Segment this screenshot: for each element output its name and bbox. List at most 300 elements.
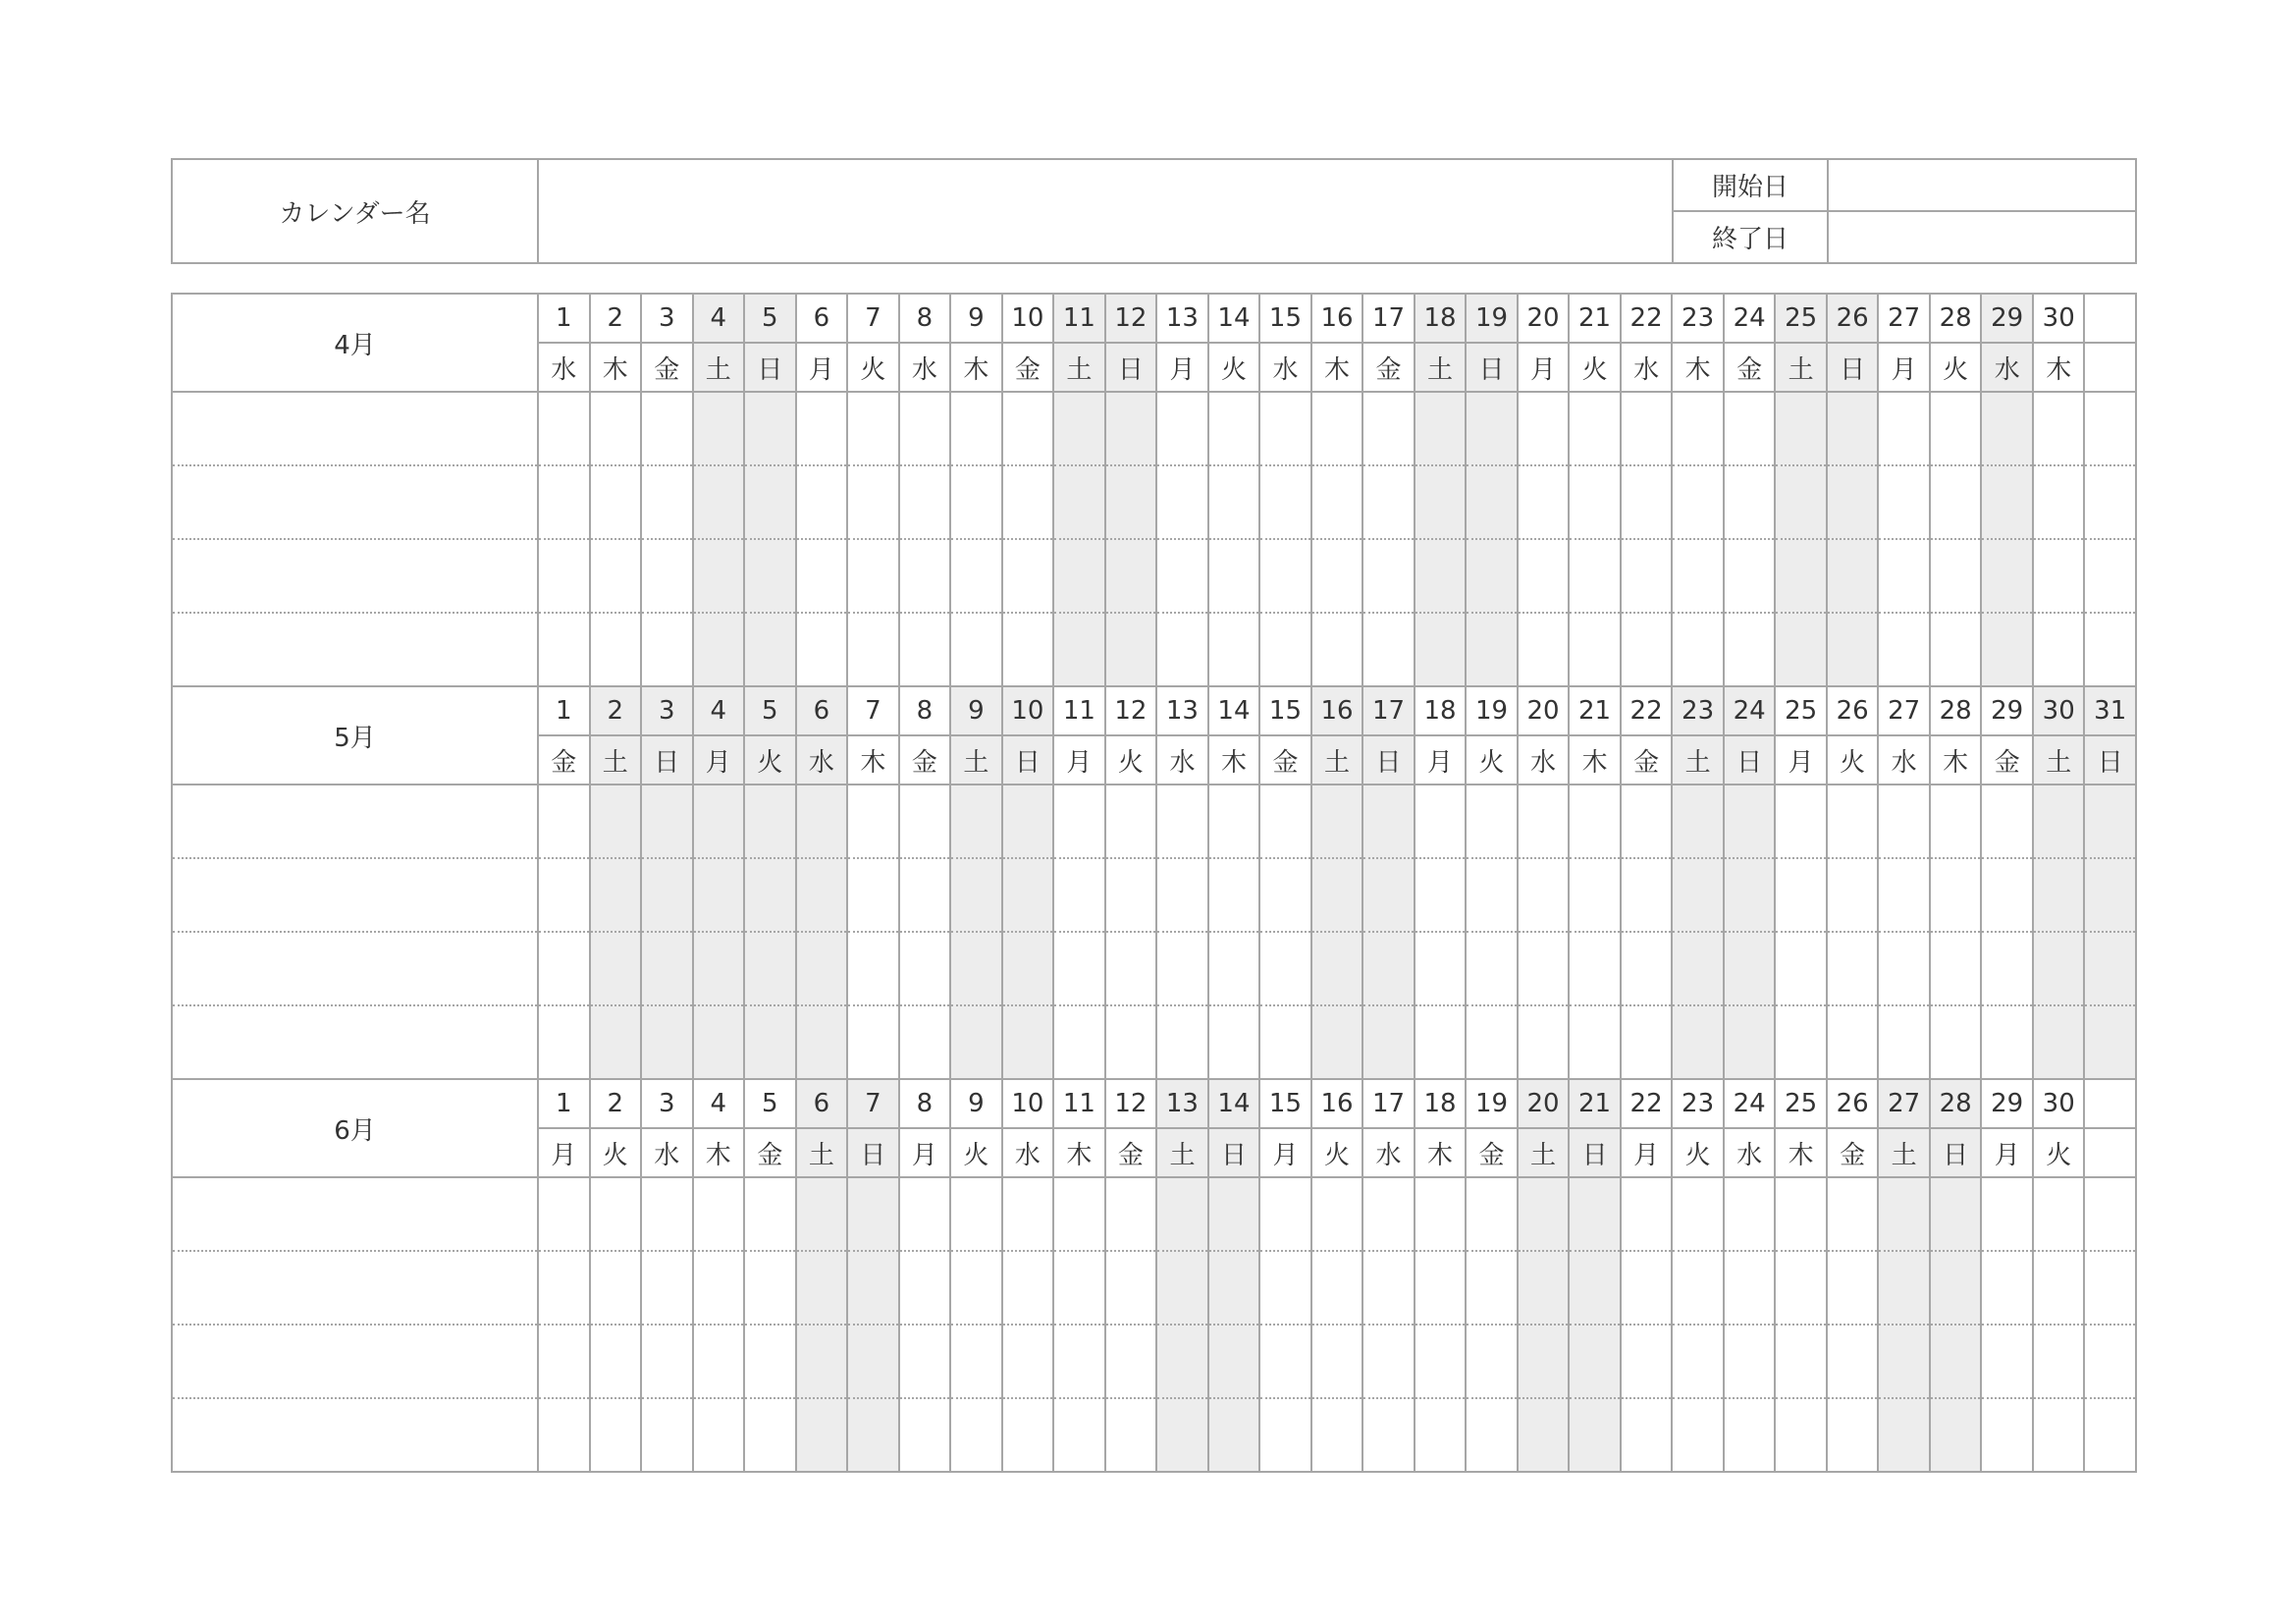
schedule-cell[interactable]: [1518, 613, 1570, 686]
schedule-cell[interactable]: [744, 858, 796, 932]
schedule-cell[interactable]: [1259, 1325, 1311, 1398]
schedule-cell[interactable]: [744, 392, 796, 465]
schedule-cell[interactable]: [1362, 1005, 1415, 1079]
schedule-cell[interactable]: [1415, 1398, 1467, 1472]
schedule-cell[interactable]: [538, 1398, 590, 1472]
schedule-cell[interactable]: [1775, 858, 1827, 932]
schedule-cell[interactable]: [1415, 785, 1467, 858]
schedule-cell[interactable]: [590, 858, 642, 932]
schedule-cell[interactable]: [693, 1251, 745, 1325]
schedule-cell[interactable]: [1672, 392, 1724, 465]
schedule-cell[interactable]: [1311, 1398, 1363, 1472]
schedule-cell[interactable]: [1672, 1398, 1724, 1472]
schedule-cell[interactable]: [796, 613, 848, 686]
schedule-cell[interactable]: [693, 392, 745, 465]
schedule-cell[interactable]: [538, 932, 590, 1005]
schedule-cell[interactable]: [693, 1005, 745, 1079]
schedule-cell[interactable]: [847, 1251, 899, 1325]
schedule-cell[interactable]: [1415, 1325, 1467, 1398]
schedule-cell[interactable]: [1156, 1251, 1208, 1325]
schedule-cell[interactable]: [2033, 1177, 2085, 1251]
schedule-cell[interactable]: [1827, 613, 1879, 686]
schedule-cell[interactable]: [1053, 539, 1105, 613]
schedule-cell[interactable]: [899, 1005, 951, 1079]
schedule-cell[interactable]: [1724, 785, 1776, 858]
schedule-cell[interactable]: [1362, 858, 1415, 932]
schedule-cell[interactable]: [1311, 785, 1363, 858]
task-label-field[interactable]: [172, 539, 538, 613]
schedule-cell[interactable]: [1311, 1325, 1363, 1398]
schedule-cell[interactable]: [2033, 1005, 2085, 1079]
schedule-cell[interactable]: [1311, 1177, 1363, 1251]
schedule-cell[interactable]: [1311, 613, 1363, 686]
schedule-cell[interactable]: [796, 1005, 848, 1079]
schedule-cell[interactable]: [1259, 539, 1311, 613]
schedule-cell[interactable]: [641, 613, 693, 686]
schedule-cell[interactable]: [2033, 1251, 2085, 1325]
schedule-cell[interactable]: [899, 932, 951, 1005]
schedule-cell[interactable]: [1827, 932, 1879, 1005]
schedule-cell[interactable]: [1466, 932, 1518, 1005]
schedule-cell[interactable]: [1208, 465, 1260, 539]
schedule-cell[interactable]: [796, 1325, 848, 1398]
schedule-cell[interactable]: [1466, 465, 1518, 539]
schedule-cell[interactable]: [1415, 1177, 1467, 1251]
schedule-cell[interactable]: [1466, 1005, 1518, 1079]
schedule-cell[interactable]: [1775, 392, 1827, 465]
schedule-cell[interactable]: [1827, 465, 1879, 539]
schedule-cell[interactable]: [1878, 1251, 1930, 1325]
schedule-cell[interactable]: [1878, 1398, 1930, 1472]
schedule-cell[interactable]: [1311, 932, 1363, 1005]
schedule-cell[interactable]: [1724, 858, 1776, 932]
schedule-cell[interactable]: [1105, 1251, 1157, 1325]
schedule-cell[interactable]: [1827, 1398, 1879, 1472]
schedule-cell[interactable]: [1053, 858, 1105, 932]
schedule-cell[interactable]: [847, 465, 899, 539]
schedule-cell[interactable]: [1775, 1005, 1827, 1079]
schedule-cell[interactable]: [899, 1251, 951, 1325]
schedule-cell[interactable]: [950, 1251, 1002, 1325]
schedule-cell[interactable]: [1208, 1325, 1260, 1398]
schedule-cell[interactable]: [2033, 1398, 2085, 1472]
schedule-cell[interactable]: [1259, 1177, 1311, 1251]
schedule-cell[interactable]: [1518, 539, 1570, 613]
schedule-cell[interactable]: [1156, 539, 1208, 613]
schedule-cell[interactable]: [1724, 1005, 1776, 1079]
schedule-cell[interactable]: [1981, 1398, 2033, 1472]
schedule-cell[interactable]: [1156, 932, 1208, 1005]
schedule-cell[interactable]: [1878, 785, 1930, 858]
schedule-cell[interactable]: [1002, 465, 1054, 539]
schedule-cell[interactable]: [1621, 858, 1673, 932]
schedule-cell[interactable]: [1156, 1177, 1208, 1251]
schedule-cell[interactable]: [1053, 932, 1105, 1005]
schedule-cell[interactable]: [847, 1005, 899, 1079]
schedule-cell[interactable]: [1466, 858, 1518, 932]
schedule-cell[interactable]: [538, 1177, 590, 1251]
schedule-cell[interactable]: [1672, 613, 1724, 686]
schedule-cell[interactable]: [1569, 1325, 1621, 1398]
schedule-cell[interactable]: [1311, 465, 1363, 539]
schedule-cell[interactable]: [1362, 392, 1415, 465]
schedule-cell[interactable]: [538, 785, 590, 858]
schedule-cell[interactable]: [1930, 932, 1982, 1005]
schedule-cell[interactable]: [950, 1005, 1002, 1079]
schedule-cell[interactable]: [1208, 785, 1260, 858]
schedule-cell[interactable]: [1105, 1177, 1157, 1251]
schedule-cell[interactable]: [1672, 785, 1724, 858]
schedule-cell[interactable]: [1518, 1325, 1570, 1398]
schedule-cell[interactable]: [1672, 1005, 1724, 1079]
schedule-cell[interactable]: [1053, 1251, 1105, 1325]
schedule-cell[interactable]: [1775, 932, 1827, 1005]
schedule-cell[interactable]: [1724, 1398, 1776, 1472]
schedule-cell[interactable]: [1002, 1177, 1054, 1251]
schedule-cell[interactable]: [1362, 539, 1415, 613]
schedule-cell[interactable]: [1672, 932, 1724, 1005]
schedule-cell[interactable]: [1775, 465, 1827, 539]
schedule-cell[interactable]: [1259, 785, 1311, 858]
schedule-cell[interactable]: [1156, 1325, 1208, 1398]
schedule-cell[interactable]: [847, 613, 899, 686]
schedule-cell[interactable]: [1569, 539, 1621, 613]
schedule-cell[interactable]: [2033, 392, 2085, 465]
schedule-cell[interactable]: [641, 465, 693, 539]
schedule-cell[interactable]: [1930, 1251, 1982, 1325]
schedule-cell[interactable]: [590, 785, 642, 858]
schedule-cell[interactable]: [1156, 465, 1208, 539]
schedule-cell[interactable]: [744, 1251, 796, 1325]
schedule-cell[interactable]: [1672, 465, 1724, 539]
schedule-cell[interactable]: [1208, 392, 1260, 465]
schedule-cell[interactable]: [847, 539, 899, 613]
schedule-cell[interactable]: [1466, 1398, 1518, 1472]
schedule-cell[interactable]: [1156, 1005, 1208, 1079]
schedule-cell[interactable]: [1775, 1177, 1827, 1251]
schedule-cell[interactable]: [1518, 1005, 1570, 1079]
schedule-cell[interactable]: [1672, 1177, 1724, 1251]
schedule-cell[interactable]: [796, 1177, 848, 1251]
schedule-cell[interactable]: [1105, 1325, 1157, 1398]
schedule-cell[interactable]: [1518, 785, 1570, 858]
schedule-cell[interactable]: [1156, 858, 1208, 932]
schedule-cell[interactable]: [1415, 932, 1467, 1005]
schedule-cell[interactable]: [693, 1325, 745, 1398]
schedule-cell[interactable]: [744, 1398, 796, 1472]
schedule-cell[interactable]: [1569, 785, 1621, 858]
schedule-cell[interactable]: [1724, 1251, 1776, 1325]
schedule-cell[interactable]: [693, 539, 745, 613]
schedule-cell[interactable]: [1362, 613, 1415, 686]
schedule-cell[interactable]: [1878, 1005, 1930, 1079]
schedule-cell[interactable]: [1415, 465, 1467, 539]
schedule-cell[interactable]: [2033, 785, 2085, 858]
schedule-cell[interactable]: [538, 613, 590, 686]
task-label-field[interactable]: [172, 613, 538, 686]
schedule-cell[interactable]: [641, 1325, 693, 1398]
schedule-cell[interactable]: [1878, 539, 1930, 613]
schedule-cell[interactable]: [796, 465, 848, 539]
schedule-cell[interactable]: [1981, 392, 2033, 465]
schedule-cell[interactable]: [1156, 613, 1208, 686]
schedule-cell[interactable]: [1724, 613, 1776, 686]
schedule-cell[interactable]: [2084, 1251, 2136, 1325]
schedule-cell[interactable]: [1466, 613, 1518, 686]
schedule-cell[interactable]: [1569, 465, 1621, 539]
schedule-cell[interactable]: [1002, 932, 1054, 1005]
schedule-cell[interactable]: [796, 539, 848, 613]
schedule-cell[interactable]: [538, 539, 590, 613]
schedule-cell[interactable]: [950, 465, 1002, 539]
schedule-cell[interactable]: [641, 1398, 693, 1472]
schedule-cell[interactable]: [1208, 858, 1260, 932]
task-label-field[interactable]: [172, 1005, 538, 1079]
schedule-cell[interactable]: [1930, 858, 1982, 932]
schedule-cell[interactable]: [1621, 465, 1673, 539]
schedule-cell[interactable]: [847, 858, 899, 932]
schedule-cell[interactable]: [1105, 1005, 1157, 1079]
schedule-cell[interactable]: [1518, 932, 1570, 1005]
schedule-cell[interactable]: [847, 1398, 899, 1472]
schedule-cell[interactable]: [1981, 1251, 2033, 1325]
schedule-cell[interactable]: [1156, 392, 1208, 465]
schedule-cell[interactable]: [1362, 1398, 1415, 1472]
schedule-cell[interactable]: [1621, 1398, 1673, 1472]
schedule-cell[interactable]: [2033, 932, 2085, 1005]
schedule-cell[interactable]: [1518, 1177, 1570, 1251]
schedule-cell[interactable]: [899, 785, 951, 858]
schedule-cell[interactable]: [693, 465, 745, 539]
schedule-cell[interactable]: [2033, 613, 2085, 686]
schedule-cell[interactable]: [590, 1005, 642, 1079]
schedule-cell[interactable]: [1775, 613, 1827, 686]
schedule-cell[interactable]: [1569, 1005, 1621, 1079]
schedule-cell[interactable]: [1415, 1005, 1467, 1079]
schedule-cell[interactable]: [1621, 1177, 1673, 1251]
schedule-cell[interactable]: [1208, 932, 1260, 1005]
schedule-cell[interactable]: [1466, 392, 1518, 465]
schedule-cell[interactable]: [1878, 613, 1930, 686]
schedule-cell[interactable]: [1002, 1398, 1054, 1472]
schedule-cell[interactable]: [1415, 392, 1467, 465]
schedule-cell[interactable]: [1259, 858, 1311, 932]
schedule-cell[interactable]: [693, 932, 745, 1005]
task-label-field[interactable]: [172, 858, 538, 932]
schedule-cell[interactable]: [538, 465, 590, 539]
schedule-cell[interactable]: [1930, 465, 1982, 539]
schedule-cell[interactable]: [1362, 932, 1415, 1005]
schedule-cell[interactable]: [1878, 465, 1930, 539]
schedule-cell[interactable]: [744, 465, 796, 539]
schedule-cell[interactable]: [1775, 785, 1827, 858]
schedule-cell[interactable]: [950, 613, 1002, 686]
schedule-cell[interactable]: [1362, 1177, 1415, 1251]
schedule-cell[interactable]: [1827, 1177, 1879, 1251]
schedule-cell[interactable]: [847, 785, 899, 858]
schedule-cell[interactable]: [899, 392, 951, 465]
schedule-cell[interactable]: [641, 1251, 693, 1325]
task-label-field[interactable]: [172, 392, 538, 465]
schedule-cell[interactable]: [1569, 1398, 1621, 1472]
schedule-cell[interactable]: [538, 858, 590, 932]
schedule-cell[interactable]: [744, 613, 796, 686]
schedule-cell[interactable]: [590, 613, 642, 686]
schedule-cell[interactable]: [641, 392, 693, 465]
schedule-cell[interactable]: [1621, 932, 1673, 1005]
schedule-cell[interactable]: [1002, 1325, 1054, 1398]
schedule-cell[interactable]: [1981, 1325, 2033, 1398]
schedule-cell[interactable]: [590, 932, 642, 1005]
schedule-cell[interactable]: [1569, 858, 1621, 932]
schedule-cell[interactable]: [1518, 1251, 1570, 1325]
schedule-cell[interactable]: [641, 858, 693, 932]
schedule-cell[interactable]: [590, 392, 642, 465]
schedule-cell[interactable]: [899, 1398, 951, 1472]
schedule-cell[interactable]: [1878, 1325, 1930, 1398]
schedule-cell[interactable]: [1569, 392, 1621, 465]
schedule-cell[interactable]: [1259, 1398, 1311, 1472]
schedule-cell[interactable]: [1672, 539, 1724, 613]
schedule-cell[interactable]: [2033, 1325, 2085, 1398]
schedule-cell[interactable]: [1156, 785, 1208, 858]
schedule-cell[interactable]: [1105, 785, 1157, 858]
schedule-cell[interactable]: [1002, 858, 1054, 932]
schedule-cell[interactable]: [1053, 1177, 1105, 1251]
schedule-cell[interactable]: [950, 392, 1002, 465]
schedule-cell[interactable]: [1362, 785, 1415, 858]
schedule-cell[interactable]: [538, 1251, 590, 1325]
schedule-cell[interactable]: [641, 1177, 693, 1251]
schedule-cell[interactable]: [899, 858, 951, 932]
schedule-cell[interactable]: [1466, 1325, 1518, 1398]
schedule-cell[interactable]: [590, 1251, 642, 1325]
schedule-cell[interactable]: [1724, 1325, 1776, 1398]
schedule-cell[interactable]: [590, 465, 642, 539]
schedule-cell[interactable]: [1672, 1325, 1724, 1398]
task-label-field[interactable]: [172, 785, 538, 858]
schedule-cell[interactable]: [1775, 1398, 1827, 1472]
schedule-cell[interactable]: [1415, 539, 1467, 613]
schedule-cell[interactable]: [1259, 392, 1311, 465]
task-label-field[interactable]: [172, 465, 538, 539]
schedule-cell[interactable]: [1311, 1251, 1363, 1325]
schedule-cell[interactable]: [1105, 465, 1157, 539]
schedule-cell[interactable]: [1415, 1251, 1467, 1325]
task-label-field[interactable]: [172, 1398, 538, 1472]
schedule-cell[interactable]: [1930, 613, 1982, 686]
schedule-cell[interactable]: [693, 858, 745, 932]
schedule-cell[interactable]: [1981, 858, 2033, 932]
schedule-cell[interactable]: [641, 539, 693, 613]
schedule-cell[interactable]: [1569, 932, 1621, 1005]
schedule-cell[interactable]: [1827, 539, 1879, 613]
schedule-cell[interactable]: [899, 1177, 951, 1251]
schedule-cell[interactable]: [847, 1177, 899, 1251]
schedule-cell[interactable]: [1518, 465, 1570, 539]
schedule-cell[interactable]: [899, 613, 951, 686]
schedule-cell[interactable]: [1105, 1398, 1157, 1472]
schedule-cell[interactable]: [693, 1398, 745, 1472]
task-label-field[interactable]: [172, 932, 538, 1005]
schedule-cell[interactable]: [1208, 1177, 1260, 1251]
calendar-name-field[interactable]: [538, 159, 1673, 263]
schedule-cell[interactable]: [641, 1005, 693, 1079]
schedule-cell[interactable]: [950, 858, 1002, 932]
schedule-cell[interactable]: [1724, 539, 1776, 613]
schedule-cell[interactable]: [1518, 392, 1570, 465]
schedule-cell[interactable]: [1621, 1325, 1673, 1398]
schedule-cell[interactable]: [1208, 613, 1260, 686]
end-date-field[interactable]: [1828, 211, 2136, 263]
schedule-cell[interactable]: [2084, 392, 2136, 465]
schedule-cell[interactable]: [950, 1177, 1002, 1251]
schedule-cell[interactable]: [1827, 1325, 1879, 1398]
schedule-cell[interactable]: [1775, 1325, 1827, 1398]
schedule-cell[interactable]: [1930, 785, 1982, 858]
schedule-cell[interactable]: [1002, 1251, 1054, 1325]
schedule-cell[interactable]: [1724, 1177, 1776, 1251]
schedule-cell[interactable]: [1053, 785, 1105, 858]
schedule-cell[interactable]: [1878, 858, 1930, 932]
schedule-cell[interactable]: [796, 392, 848, 465]
schedule-cell[interactable]: [1415, 858, 1467, 932]
schedule-cell[interactable]: [1105, 392, 1157, 465]
start-date-field[interactable]: [1828, 159, 2136, 211]
schedule-cell[interactable]: [2084, 539, 2136, 613]
schedule-cell[interactable]: [796, 1398, 848, 1472]
schedule-cell[interactable]: [1621, 539, 1673, 613]
schedule-cell[interactable]: [1621, 1251, 1673, 1325]
schedule-cell[interactable]: [1105, 613, 1157, 686]
schedule-cell[interactable]: [1930, 1325, 1982, 1398]
schedule-cell[interactable]: [1569, 1177, 1621, 1251]
schedule-cell[interactable]: [1466, 539, 1518, 613]
schedule-cell[interactable]: [1002, 539, 1054, 613]
schedule-cell[interactable]: [1105, 858, 1157, 932]
schedule-cell[interactable]: [1981, 613, 2033, 686]
schedule-cell[interactable]: [1259, 1005, 1311, 1079]
schedule-cell[interactable]: [847, 932, 899, 1005]
schedule-cell[interactable]: [1930, 392, 1982, 465]
schedule-cell[interactable]: [2084, 1325, 2136, 1398]
schedule-cell[interactable]: [1930, 1398, 1982, 1472]
schedule-cell[interactable]: [950, 1325, 1002, 1398]
schedule-cell[interactable]: [1672, 1251, 1724, 1325]
schedule-cell[interactable]: [1105, 539, 1157, 613]
schedule-cell[interactable]: [1208, 1005, 1260, 1079]
schedule-cell[interactable]: [2084, 465, 2136, 539]
schedule-cell[interactable]: [1878, 1177, 1930, 1251]
schedule-cell[interactable]: [744, 1005, 796, 1079]
schedule-cell[interactable]: [796, 858, 848, 932]
schedule-cell[interactable]: [590, 1177, 642, 1251]
schedule-cell[interactable]: [2084, 785, 2136, 858]
schedule-cell[interactable]: [1724, 465, 1776, 539]
schedule-cell[interactable]: [1002, 785, 1054, 858]
schedule-cell[interactable]: [538, 392, 590, 465]
schedule-cell[interactable]: [693, 785, 745, 858]
schedule-cell[interactable]: [899, 539, 951, 613]
schedule-cell[interactable]: [950, 932, 1002, 1005]
schedule-cell[interactable]: [744, 785, 796, 858]
schedule-cell[interactable]: [1518, 1398, 1570, 1472]
schedule-cell[interactable]: [744, 1177, 796, 1251]
task-label-field[interactable]: [172, 1325, 538, 1398]
schedule-cell[interactable]: [641, 785, 693, 858]
schedule-cell[interactable]: [1518, 858, 1570, 932]
schedule-cell[interactable]: [1981, 932, 2033, 1005]
